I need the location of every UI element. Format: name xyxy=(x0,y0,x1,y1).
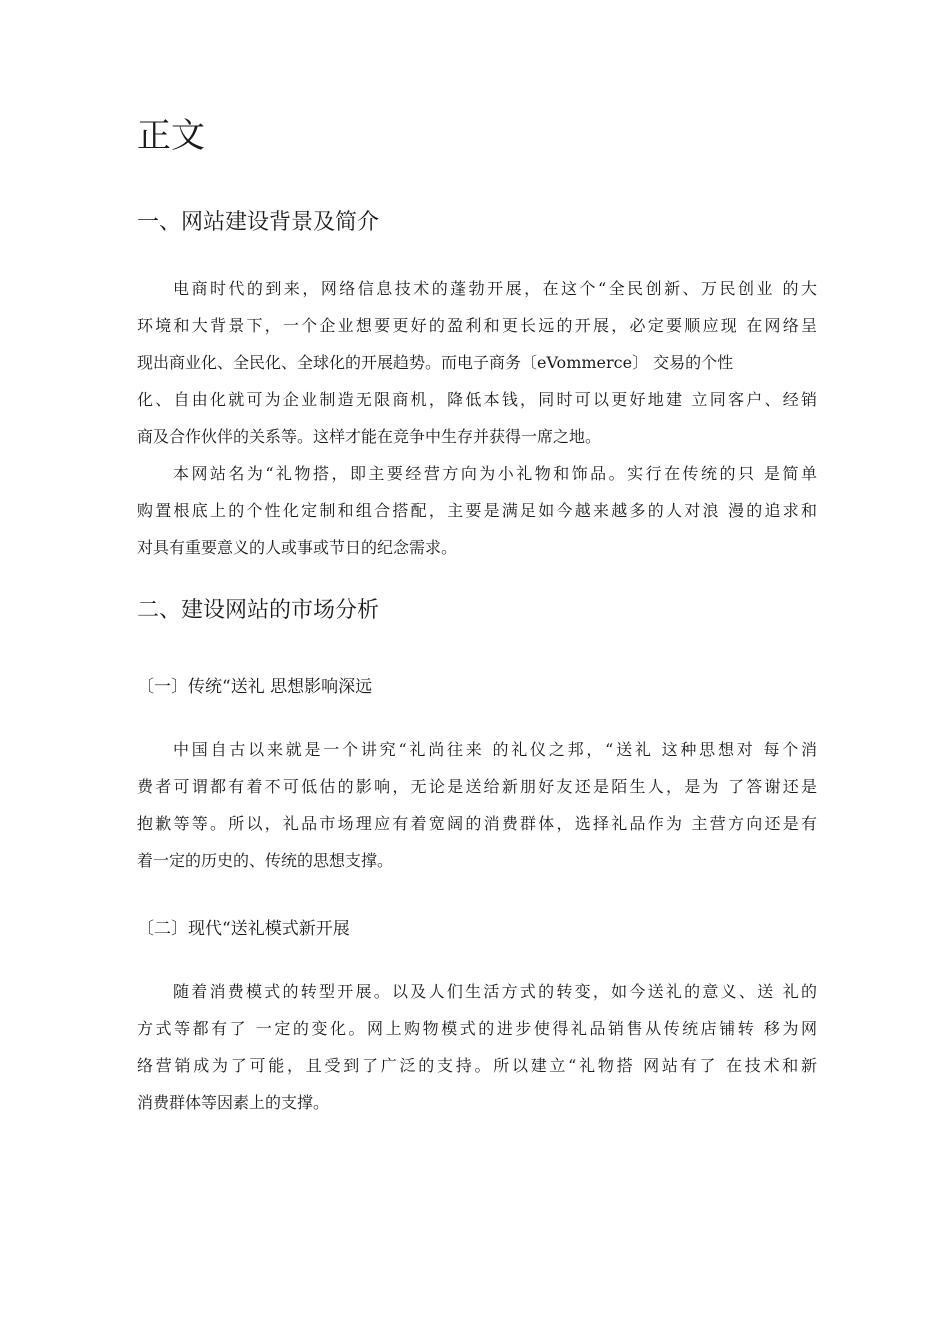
text-line: 本网站名为“礼物搭，即主要经营方向为小礼物和饰品。实行在传统的只 是简单 xyxy=(173,464,817,483)
subsection2-paragraph xyxy=(137,973,817,1121)
text-line: 随着消费模式的转型开展。以及人们生活方式的转变，如今送礼的意义、送 礼的 xyxy=(173,982,817,1001)
text-line: 电商时代的到来，网络信息技术的蓬勃开展，在这个“全民创新、万民创业 的大 xyxy=(173,279,817,298)
subsection2-heading: 〔二〕现代“送礼模式新开展 xyxy=(137,919,350,939)
text-line: 方式等都有了 一定的变化。网上购物模式的进步使得礼品销售从传统店铺转 移为网 xyxy=(137,1019,817,1038)
subsection1-heading: 〔一〕传统“送礼 思想影响深远 xyxy=(137,677,373,697)
text-line: 商及合作伙伴的关系等。这样才能在竞争中生存并获得一席之地。 xyxy=(137,427,602,446)
text-line: 络营销成为了可能，且受到了广泛的支持。所以建立“礼物搭 网站有了 在技术和新 xyxy=(137,1056,817,1075)
text-line: 费者可谓都有着不可低估的影响，无论是送给新朋好友还是陌生人，是为 了答谢还是 xyxy=(137,777,817,796)
section1-paragraph-1 xyxy=(137,270,817,455)
text-line: 中国自古以来就是一个讲究“礼尚往来 的礼仪之邦，“送礼 这种思想对 每个消 xyxy=(173,740,817,759)
page-title: 正文 xyxy=(137,116,205,156)
text-line: 着一定的历史的、传统的思想支撑。 xyxy=(137,851,394,870)
text-line: 抱歉等等。所以，礼品市场理应有着宽阔的消费群体，选择礼品作为 主营方向还是有 xyxy=(137,814,817,833)
text-line: 购置根底上的个性化定制和组合搭配，主要是满足如今越来越多的人对浪 漫的追求和 xyxy=(137,501,817,520)
text-line: 消费群体等因素上的支撑。 xyxy=(137,1093,330,1112)
text-line: 现出商业化、全民化、全球化的开展趋势。而电子商务〔eVommerce〕 交易的个性 xyxy=(137,353,734,372)
section1-heading: 一、网站建设背景及简介 xyxy=(137,210,380,235)
text-line: 环境和大背景下，一个企业想要更好的盈利和更长远的开展，必定要顺应现 在网络呈 xyxy=(137,316,817,335)
text-line: 对具有重要意义的人或事或节日的纪念需求。 xyxy=(137,538,458,557)
section2-heading: 二、建设网站的市场分析 xyxy=(137,598,380,623)
text-line: 化、自由化就可为企业制造无限商机，降低本钱，同时可以更好地建 立同客户、经销 xyxy=(137,390,817,409)
section1-paragraph-2 xyxy=(137,455,817,566)
subsection1-paragraph xyxy=(137,731,817,879)
